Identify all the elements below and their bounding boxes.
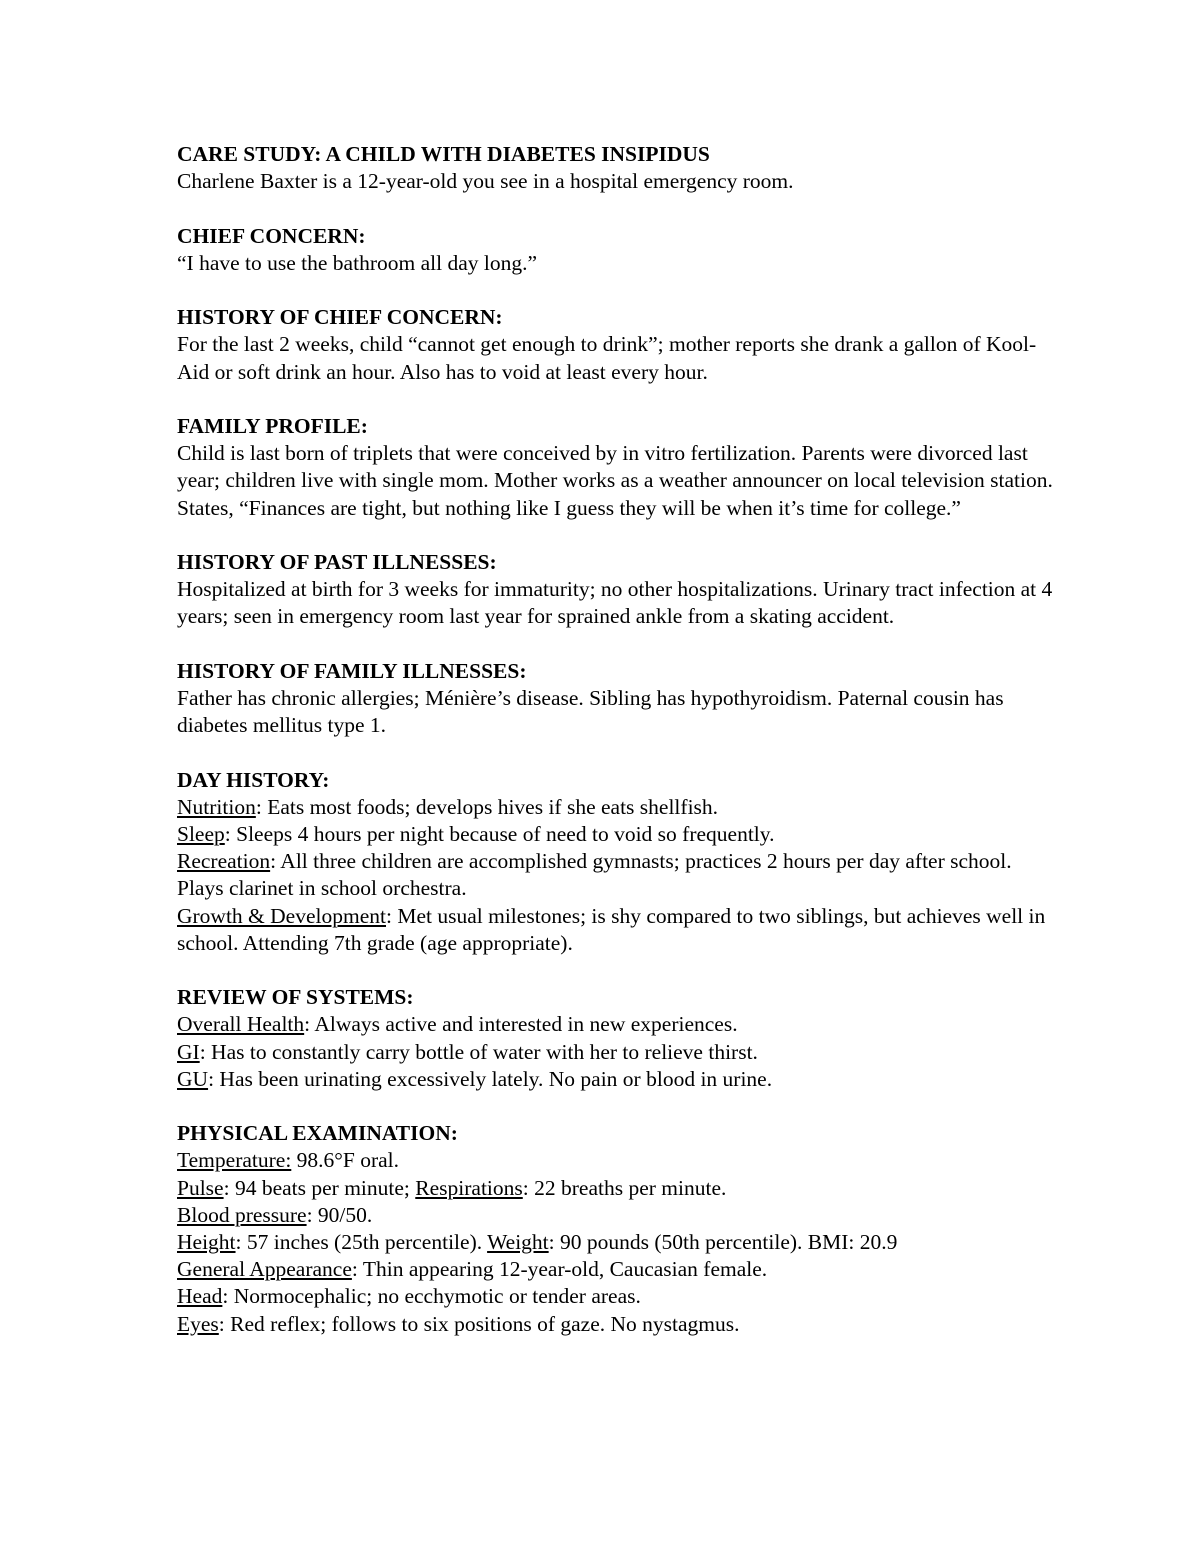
temperature-text: 98.6°F oral. [291, 1148, 400, 1173]
temperature-label: Temperature: [177, 1148, 292, 1173]
pulse-entry [177, 1175, 1057, 1202]
document-title: CARE STUDY: A CHILD WITH DIABETES INSIPIDUS [177, 142, 710, 166]
blood-pressure-entry [177, 1202, 1057, 1229]
history-chief-concern-heading: HISTORY OF CHIEF CONCERN: [177, 305, 503, 330]
weight-label: Weight [487, 1230, 549, 1254]
height-label: Height [177, 1230, 236, 1254]
head-text: : Normocephalic; no ecchymotic or tender areas. [222, 1284, 641, 1309]
blood-pressure-label: Blood pressure [177, 1202, 307, 1227]
overall-health-label: Overall Health [177, 1012, 305, 1037]
nutrition-label: Nutrition [177, 794, 256, 819]
respirations-text: : 22 breaths per minute. [522, 1175, 727, 1200]
overall-health-entry [177, 1011, 1057, 1038]
gu-label: GU [177, 1066, 209, 1091]
nutrition-text: : Eats most foods; develops hives if she eats shellfish. [255, 794, 719, 819]
eyes-text: : Red reflex; follows to six positions of gaze. No nystagmus. [218, 1311, 740, 1336]
appearance-label: General Appearance [177, 1257, 352, 1282]
past-illnesses-text: Hospitalized at birth for 3 weeks for immaturity; no other hospitalizations. Urinary tract infection at 4 years; seen in emergency room last year for sprained ankle from a skating accident. [177, 577, 1053, 629]
intro-text: Charlene Baxter is a 12-year-old you see in a hospital emergency room. [177, 169, 794, 194]
gu-entry [177, 1066, 1057, 1093]
eyes-entry [177, 1311, 1057, 1338]
family-illnesses-section [177, 658, 1057, 740]
past-illnesses-section [177, 549, 1057, 631]
past-illnesses-heading: HISTORY OF PAST ILLNESSES: [177, 549, 497, 574]
family-profile-heading: FAMILY PROFILE: [177, 413, 368, 438]
physical-exam-heading: PHYSICAL EXAMINATION: [177, 1121, 458, 1146]
respirations-label: Respirations [415, 1175, 523, 1200]
family-profile-text: Child is last born of triplets that were conceived by in vitro fertilization. Parents were divorced last year; children live with single mom. Mother works as a weather announcer on local television station. States, “Finances are tight, but nothing like I guess they will be when it’s time for college.” [177, 441, 1053, 520]
gu-text: : Has been urinating excessively lately. No pain or blood in urine. [208, 1066, 773, 1091]
pulse-text: : 94 beats per minute; [223, 1175, 416, 1200]
chief-concern-section [177, 223, 1057, 277]
gi-text: : Has to constantly carry bottle of water with her to relieve thirst. [199, 1039, 758, 1064]
gi-label: GI [177, 1039, 200, 1064]
review-systems-section [177, 984, 1057, 1093]
chief-concern-heading: CHIEF CONCERN: [177, 223, 366, 248]
gi-entry [177, 1039, 1057, 1066]
temperature-entry [177, 1147, 1057, 1174]
appearance-text: : Thin appearing 12-year-old, Caucasian female. [351, 1257, 768, 1282]
head-entry [177, 1283, 1057, 1310]
history-chief-concern-text: For the last 2 weeks, child “cannot get enough to drink”; mother reports she drank a gallon of Kool-Aid or soft drink an hour. Also has to void at least every hour. [177, 332, 1037, 384]
family-illnesses-heading: HISTORY OF FAMILY ILLNESSES: [177, 658, 527, 683]
history-chief-concern-section [177, 304, 1057, 386]
day-history-heading: DAY HISTORY: [177, 767, 330, 792]
chief-concern-text: “I have to use the bathroom all day long.” [177, 250, 538, 275]
height-entry [177, 1229, 1057, 1256]
growth-label: Growth & Development [177, 903, 386, 928]
blood-pressure-text: : 90/50. [306, 1202, 373, 1227]
day-history-section [177, 767, 1057, 957]
growth-text: : Met usual milestones; is shy compared to two siblings, but achieves well in school. Attending 7th grade (age appropriate). [177, 903, 1046, 955]
family-profile-section [177, 413, 1057, 522]
sleep-label: Sleep [177, 821, 225, 846]
physical-exam-section [177, 1120, 1057, 1338]
family-illnesses-text: Father has chronic allergies; Ménière’s disease. Sibling has hypothyroidism. Paternal cousin has diabetes mellitus type 1. [177, 685, 1004, 738]
eyes-label: Eyes [177, 1311, 219, 1336]
sleep-text: : Sleeps 4 hours per night because of need to void so frequently. [224, 821, 775, 846]
head-label: Head [177, 1284, 223, 1309]
weight-text: : 90 pounds (50th percentile). BMI: 20.9 [548, 1230, 898, 1254]
appearance-entry [177, 1256, 1057, 1283]
document-page [177, 141, 1057, 1365]
sleep-entry [177, 821, 1057, 848]
nutrition-entry [177, 794, 1057, 821]
pulse-label: Pulse [177, 1175, 224, 1200]
review-systems-heading: REVIEW OF SYSTEMS: [177, 985, 414, 1010]
growth-entry [177, 903, 1057, 957]
title-section [177, 141, 1057, 195]
height-text: : 57 inches (25th percentile). [235, 1230, 488, 1254]
recreation-text: : All three children are accomplished gymnasts; practices 2 hours per day after school. Plays clarinet in school orchestra. [177, 849, 1012, 901]
overall-health-text: : Always active and interested in new experiences. [304, 1012, 738, 1037]
recreation-entry [177, 848, 1057, 902]
recreation-label: Recreation [177, 849, 271, 874]
